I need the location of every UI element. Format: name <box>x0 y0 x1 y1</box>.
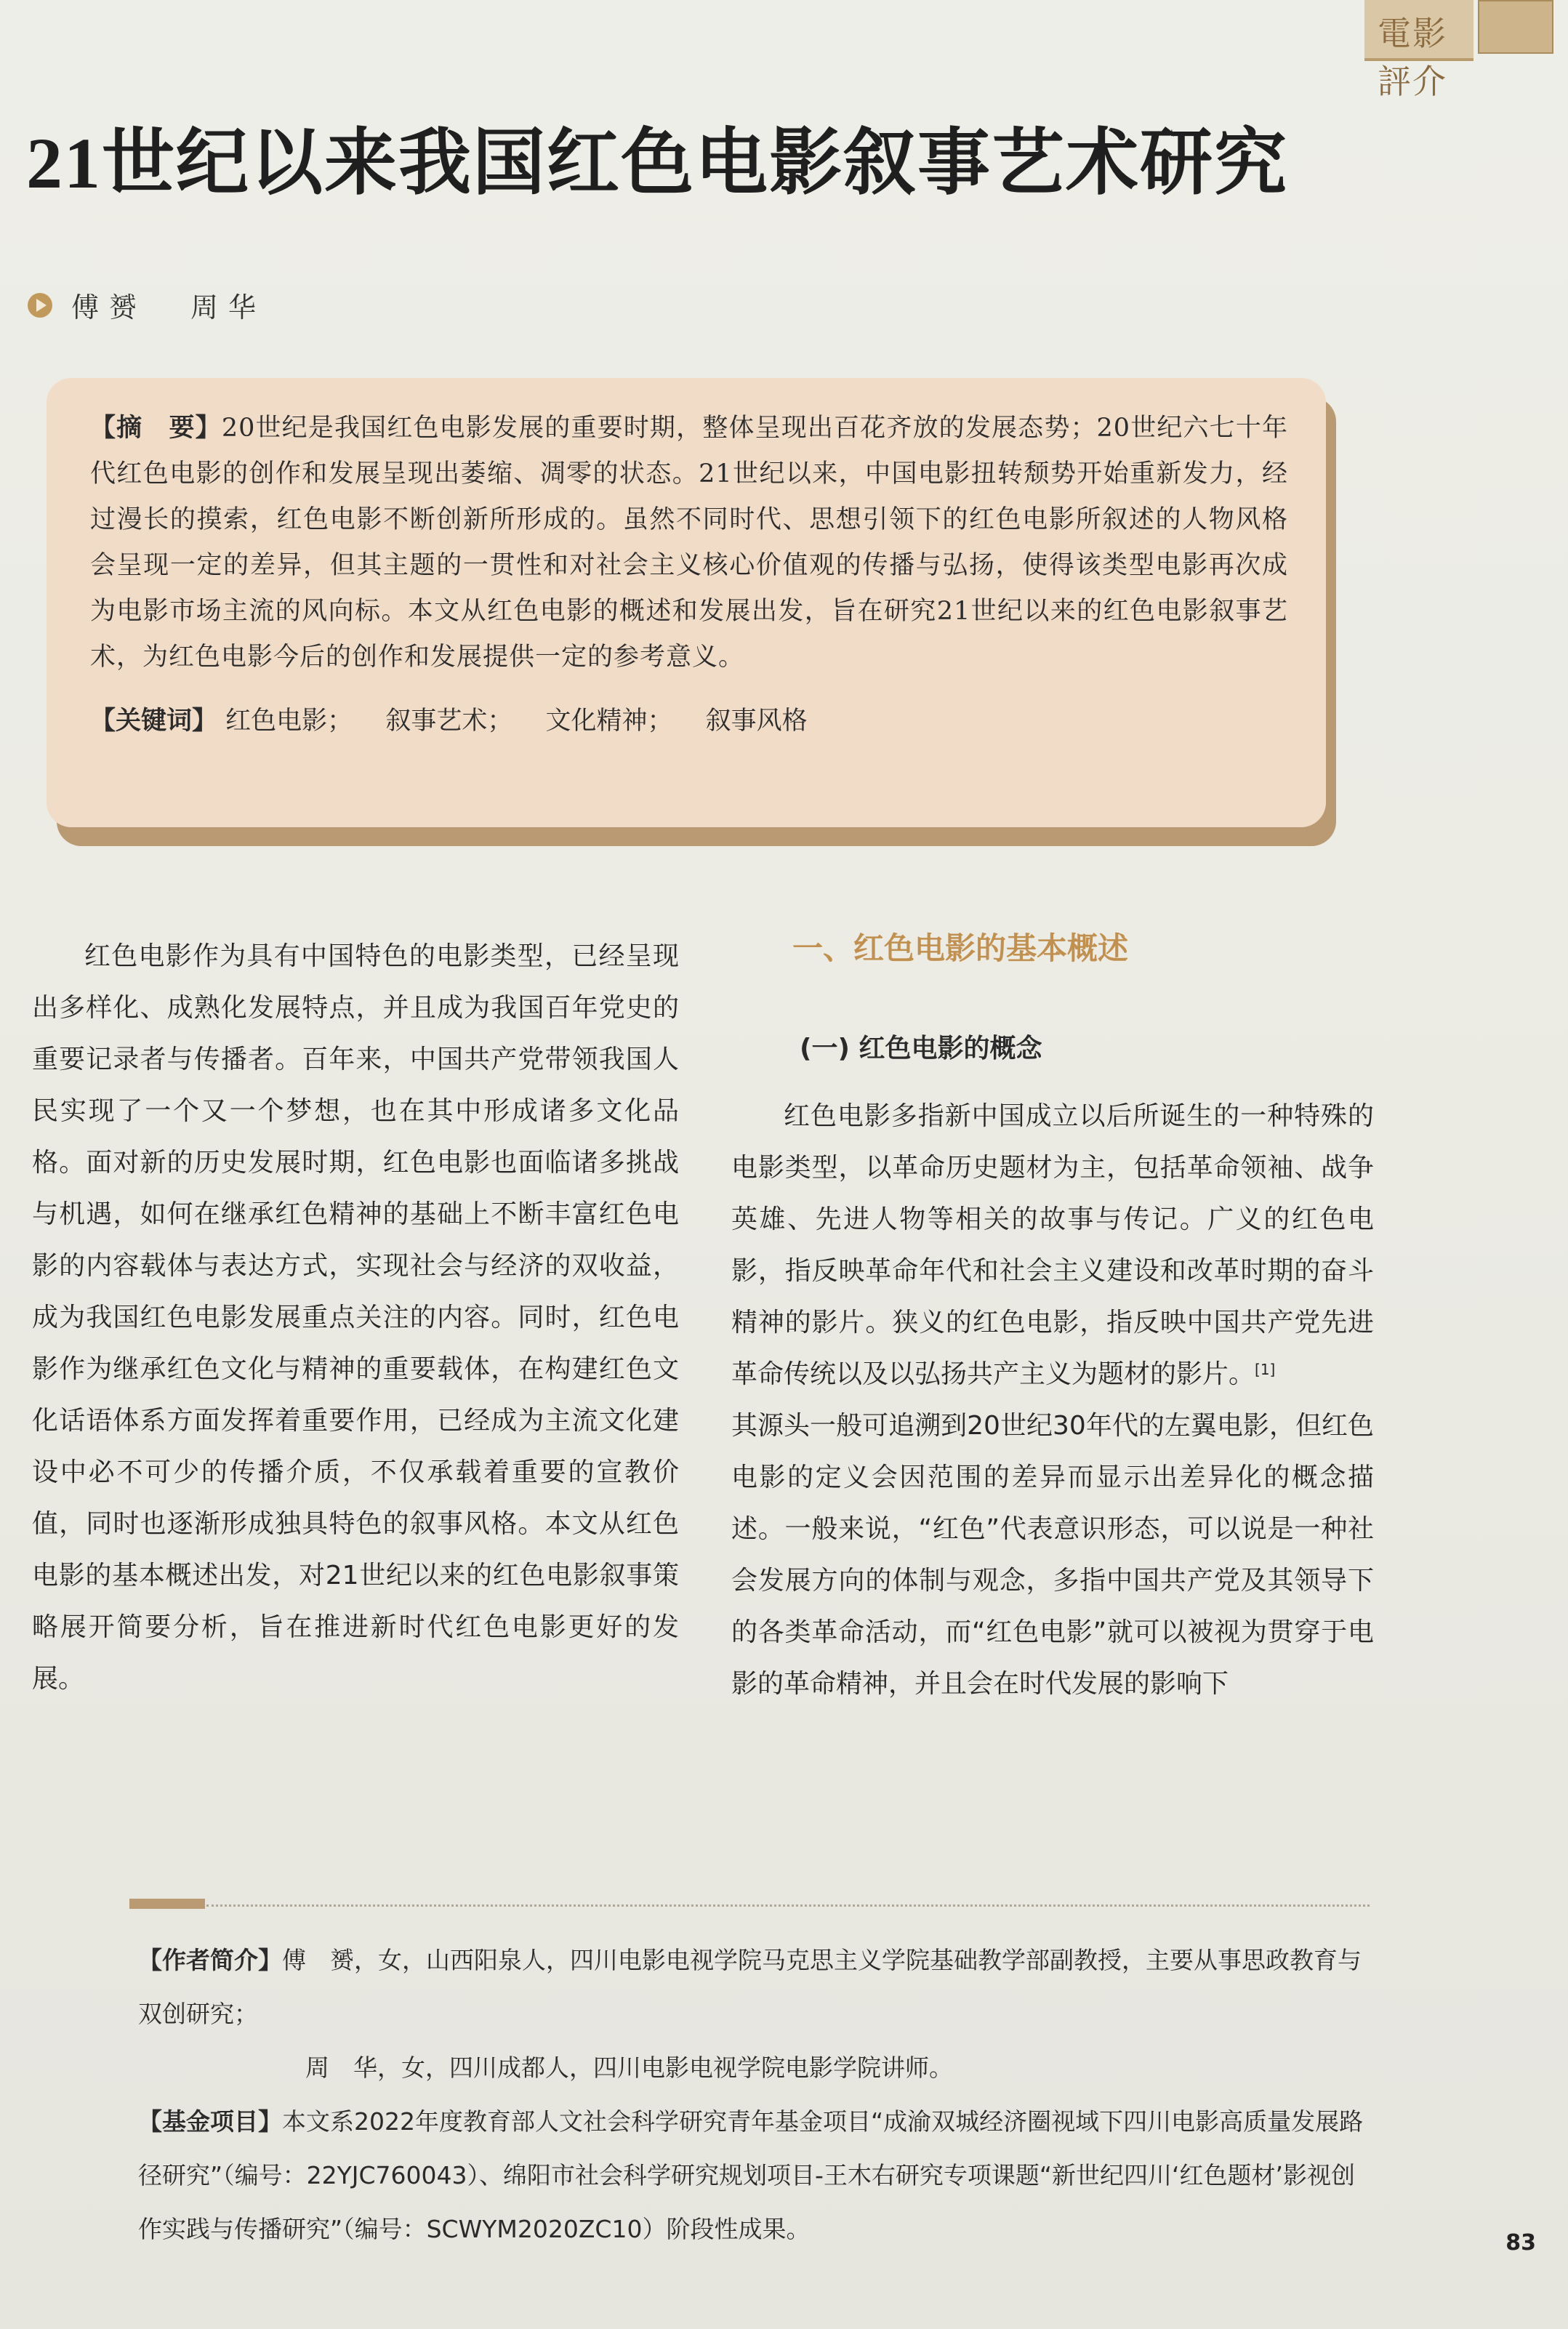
paragraph-text: 红色电影多指新中国成立以后所诞生的一种特殊的电影类型，以革命历史题材为主，包括革命领袖、战争英雄、先进人物等相关的故事与传记。广义的红色电影，指反映革命年代和社会主义建设和改革时期的奋斗精神的影片。狭义的红色电影，指反映中国共产党先进革命传统以及以弘扬共产主义为题材的影片。 <box>731 1101 1374 1389</box>
keyword: 叙事艺术； <box>385 707 513 736</box>
journal-logo-box <box>1478 0 1553 54</box>
intro-paragraph: 红色电影作为具有中国特色的电影类型，已经呈现出多样化、成熟化发展特点，并且成为我国百年党史的重要记录者与传播者。百年来，中国共产党带领我国人民实现了一个又一个梦想，也在其中形成诸多文化品格。面对新的历史发展时期，红色电影也面临诸多挑战与机遇，如何在继承红色精神的基础上不断丰富红色电影的内容载体与表达方式，实现社会与经济的双收益，成为我国红色电影发展重点关注的内容。同时，红色电影作为继承红色文化与精神的重要载体，在构建红色文化话语体系方面发挥着重要作用，已经成为主流文化建设中必不可少的传播介质，不仅承载着重要的宣教价值，同时也逐渐形成独具特色的叙事风格。本文从红色电影的基本概述出发，对21世纪以来的红色电影叙事策略展开简要分析，旨在推进新时代红色电影更好的发展。 <box>32 941 679 1694</box>
journal-logo <box>1364 0 1473 101</box>
author-line <box>28 285 310 325</box>
footnote-divider-bar <box>129 1899 205 1909</box>
abstract-box <box>47 378 1326 827</box>
page-number: 83 <box>1505 2230 1536 2256</box>
footnotes <box>138 1934 1374 2256</box>
author-bio <box>138 1934 1374 2041</box>
abstract-label: 【摘 要】 <box>90 414 222 443</box>
section-body <box>731 1090 1374 1710</box>
section-heading: 一、红色电影的基本概述 <box>792 930 1129 966</box>
keyword: 叙事风格 <box>705 707 808 736</box>
play-icon <box>28 293 52 318</box>
fund-info <box>138 2095 1374 2256</box>
author-bio-text: 傅 赟，女，山西阳泉人，四川电影电视学院马克思主义学院基础教学部副教授，主要从事思政教育与双创研究； <box>138 1946 1362 2028</box>
author-bio-second: 周 华，女，四川成都人，四川电影电视学院电影学院讲师。 <box>305 2054 953 2082</box>
body-paragraph <box>731 1090 1374 1400</box>
author-bio-label: 【作者简介】 <box>138 1946 282 1974</box>
abstract-text: 20世纪是我国红色电影发展的重要时期，整体呈现出百花齐放的发展态势；20世纪六七十年代红色电影的创作和发展呈现出萎缩、凋零的状态。21世纪以来，中国电影扭转颓势开始重新发力，经过漫长的摸索，红色电影不断创新所形成的。虽然不同时代、思想引领下的红色电影所叙述的人物风格会呈现一定的差异，但其主题的一贯性和对社会主义核心价值观的传播与弘扬，使得该类型电影再次成为电影市场主流的风向标。本文从红色电影的概述和发展出发，旨在研究21世纪以来的红色电影叙事艺术，为红色电影今后的创作和发展提供一定的参考意义。 <box>90 414 1288 672</box>
fund-label: 【基金项目】 <box>138 2107 282 2136</box>
footnote-reference: [1] <box>1255 1361 1276 1378</box>
journal-logo-text: 電影評介 <box>1378 14 1447 101</box>
author-name: 周华 <box>190 291 267 323</box>
abstract-paragraph <box>90 406 1288 680</box>
subsection-heading: (一) 红色电影的概念 <box>800 1034 1042 1063</box>
keywords-line <box>90 701 1288 737</box>
author-name: 傅赟 <box>71 291 148 323</box>
keywords-label: 【关键词】 <box>90 707 218 736</box>
footnote-divider <box>206 1904 1370 1907</box>
fund-text: 本文系2022年度教育部人文社会科学研究青年基金项目“成渝双城经济圈视域下四川电影高质量发展路径研究”（编号：22YJC760043）、绵阳市社会科学研究规划项目-王木右研究专项课题“新世纪四川‘红色题材’影视创作实践与传播研究”（编号：SCWYM2020ZC10）阶段性成果。 <box>138 2107 1364 2243</box>
keyword: 文化精神； <box>545 707 673 736</box>
keyword: 红色电影； <box>225 707 353 736</box>
body-paragraph: 其源头一般可追溯到20世纪30年代的左翼电影，但红色电影的定义会因范围的差异而显示出差异化的概念描述。一般来说，“红色”代表意识形态，可以说是一种社会发展方向的体制与观念，多指中国共产党及其领导下的各类革命活动，而“红色电影”就可以被视为贯穿于电影的革命精神，并且会在时代发展的影响下 <box>731 1411 1374 1699</box>
page-title: 21世纪以来我国红色电影叙事艺术研究 <box>26 123 1288 204</box>
